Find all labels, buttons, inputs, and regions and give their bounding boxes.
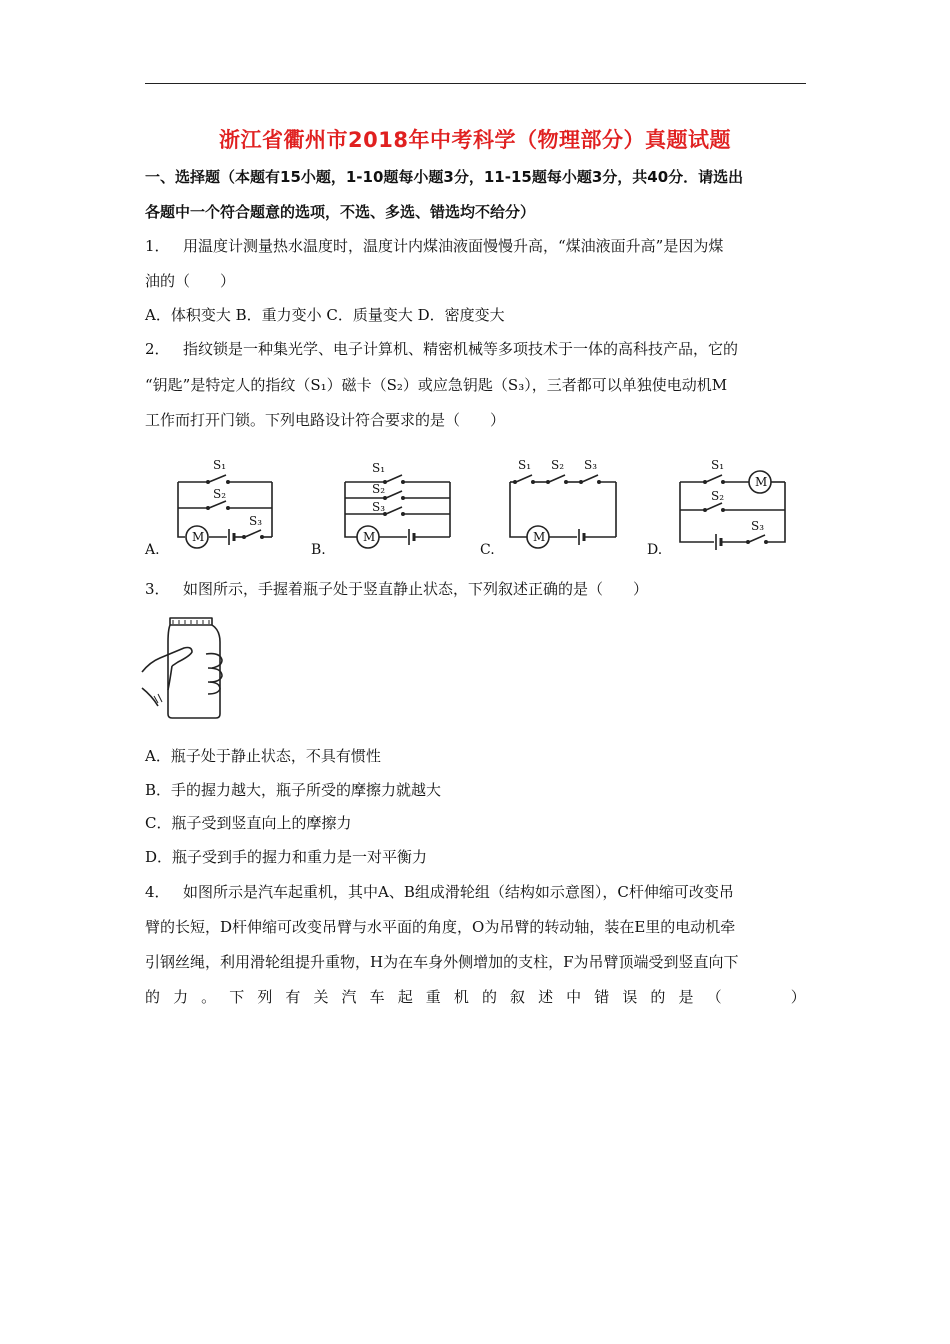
q2-option-c-label: C. [480,542,495,558]
q4-line4-char: 的 [650,988,666,1006]
q4-line4-char [763,986,778,1007]
svg-text:M: M [192,530,205,544]
q4-stem-line1: 如图所示是汽车起重机，其中A、B组成滑轮组（结构如示意图），C杆伸缩可改变吊 [183,883,734,901]
q1-options: A．体积变大 B．重力变小 C．质量变大 D．密度变大 [145,306,505,324]
q4-stem-line2: 臂的长短，D杆伸缩可改变吊臂与水平面的角度，O为吊臂的转动轴，装在E里的电动机牵 [145,918,736,936]
q1-stem-line2: 油的（ ） [145,272,236,290]
svg-text:M: M [755,475,768,489]
q4-line4-char: 。 [201,988,217,1006]
q4-line4-char: 力 [173,988,189,1006]
q4-line4-char: 汽 [341,988,357,1006]
page-title: 浙江省衢州市2018年中考科学（物理部分）真题试题 [219,128,731,152]
hand-holding-bottle-figure [140,610,230,720]
q4-line4-char: 有 [285,988,301,1006]
section-instructions-line2: 各题中一个符合题意的选项，不选、多选、错选均不给分） [145,203,536,221]
q4-line4-char: 中 [566,988,582,1006]
header-rule [145,83,806,84]
q4-line4-char: 叙 [510,988,526,1006]
q4-line4-char: 下 [229,988,245,1006]
q2-stem-line1: 指纹锁是一种集光学、电子计算机、精密机械等多项技术于一体的高科技产品，它的 [183,340,739,358]
q1-number: 1． [145,237,170,255]
svg-text:S₃: S₃ [249,514,263,528]
svg-text:S₂: S₂ [213,487,227,501]
q4-line4-char: ） [790,988,806,1006]
q4-stem-line4 [145,986,806,1007]
svg-text:M: M [363,530,376,544]
q4-line4-char: 关 [313,988,329,1006]
q4-stem-line3: 引钢丝绳，利用滑轮组提升重物，H为在车身外侧增加的支柱，F为吊臂顶端受到竖直向下 [145,953,739,971]
circuit-diagram-d [665,455,795,555]
svg-text:S₂: S₂ [551,458,565,472]
q4-line4-char: 列 [257,988,273,1006]
svg-text:S₁: S₁ [518,458,532,472]
q4-line4-char: 是 [678,988,694,1006]
q4-line4-char: 述 [538,988,554,1006]
q3-option-d: D．瓶子受到手的握力和重力是一对平衡力 [145,848,428,866]
q3-option-b: B．手的握力越大，瓶子所受的摩擦力就越大 [145,781,442,799]
q2-option-a-label: A. [145,542,160,558]
q1-stem-line1: 用温度计测量热水温度时，温度计内煤油液面慢慢升高，“煤油液面升高”是因为煤 [183,237,724,255]
circuit-diagram-c [498,455,628,555]
q4-line4-char: 的 [481,988,497,1006]
svg-text:S₂: S₂ [372,482,386,496]
section-instructions-line1: 一、选择题（本题有15小题，1-10题每小题3分，11-15题每小题3分，共40分．请选出 [145,168,744,186]
q3-option-a: A．瓶子处于静止状态，不具有惯性 [145,747,381,765]
q4-line4-char: 错 [594,988,610,1006]
q4-line4-char: 的 [145,988,161,1006]
svg-text:S₁: S₁ [372,461,386,475]
q2-option-d-label: D. [647,542,663,558]
svg-text:S₃: S₃ [751,519,765,533]
q3-option-c: C．瓶子受到竖直向上的摩擦力 [145,814,352,832]
q4-line4-char: 车 [369,988,385,1006]
circuit-diagram-a [160,455,290,555]
q4-line4-char [735,986,750,1007]
circuit-diagram-b [330,455,460,555]
q4-line4-char: 机 [453,988,469,1006]
svg-text:S₃: S₃ [584,458,598,472]
q2-number: 2． [145,340,170,358]
svg-text:S₁: S₁ [711,458,725,472]
svg-text:M: M [533,530,546,544]
q4-line4-char: 重 [425,988,441,1006]
q2-option-b-label: B. [311,542,326,558]
svg-text:S₃: S₃ [372,500,386,514]
q4-line4-char: （ [706,988,722,1006]
q4-line4-char: 起 [397,988,413,1006]
q2-stem-line3: 工作而打开门锁。下列电路设计符合要求的是（ ） [145,411,506,429]
q2-stem-line2: “钥匙”是特定人的指纹（S₁）磁卡（S₂）或应急钥匙（S₃），三者都可以单独使电动机M [145,376,728,394]
q3-stem-line1: 如图所示，手握着瓶子处于竖直静止状态，下列叙述正确的是（ ） [183,580,649,598]
q3-number: 3． [145,580,170,598]
svg-text:S₂: S₂ [711,489,725,503]
q4-line4-char: 误 [622,988,638,1006]
svg-text:S₁: S₁ [213,458,227,472]
q4-number: 4． [145,883,170,901]
